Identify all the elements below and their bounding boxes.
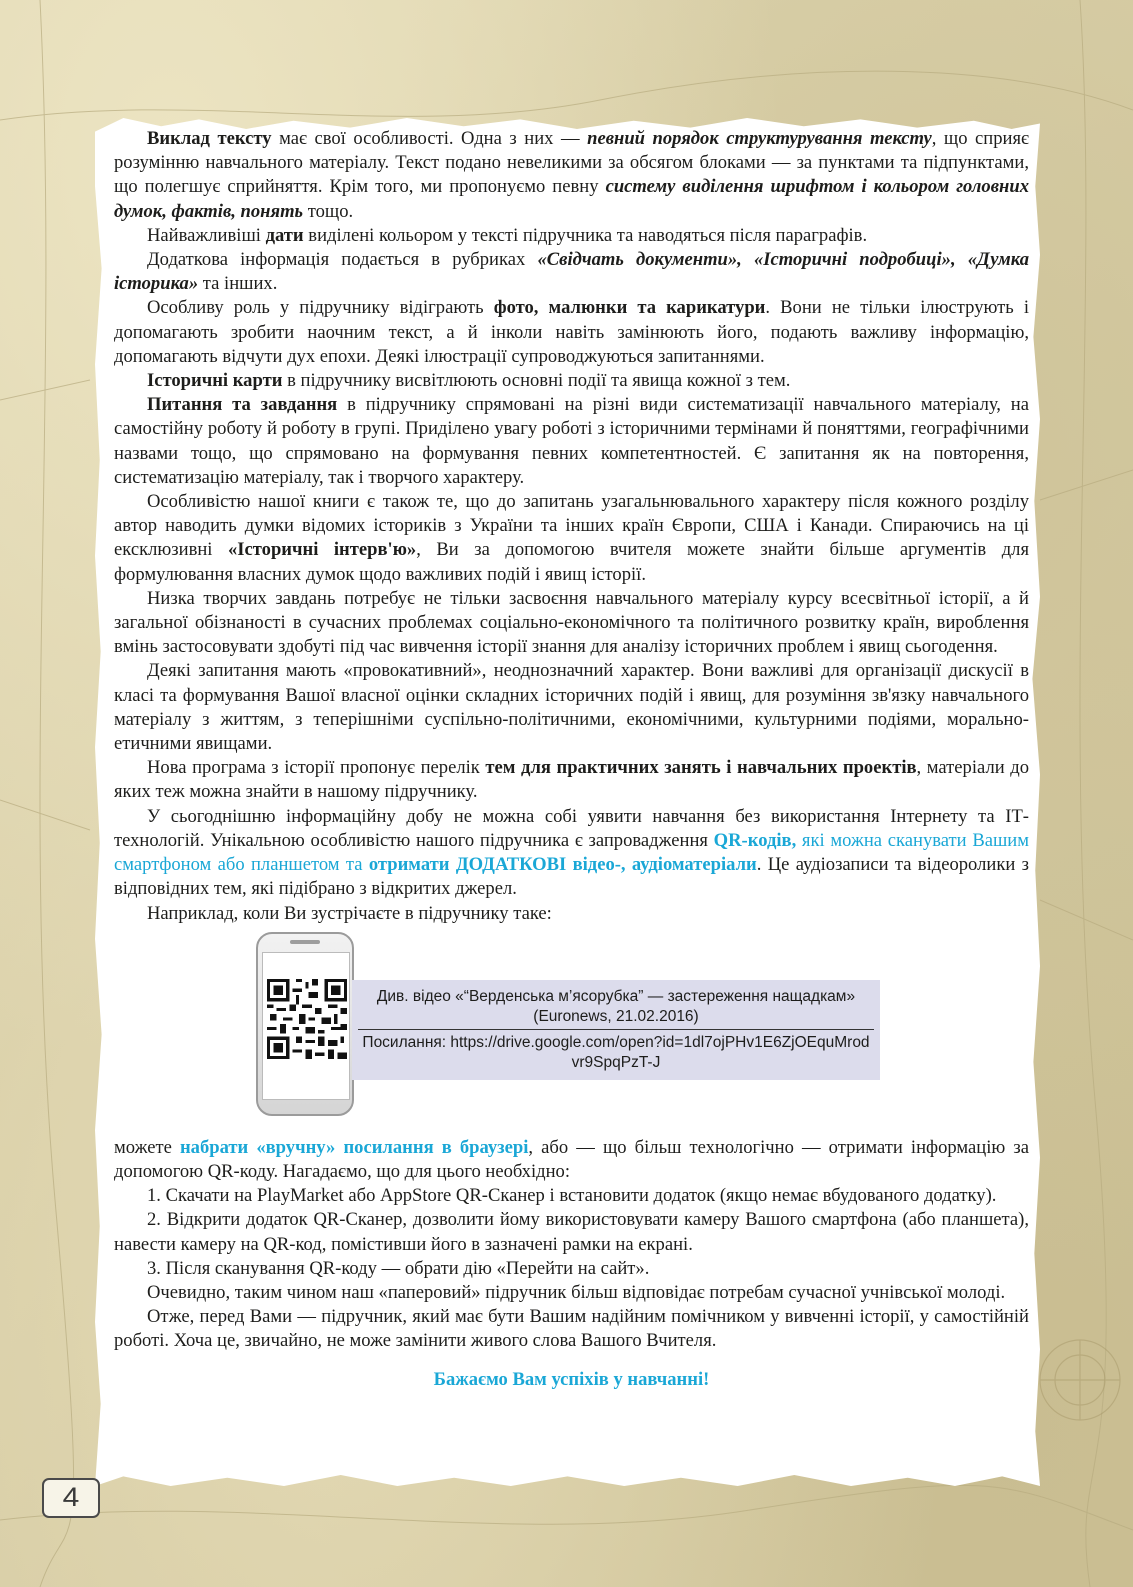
step-2: 2. Відкрити додаток QR-Сканер, дозволити йому використовувати камеру Вашого смартфона (або планшета), навести камеру на QR-код, помістивши його в зазначені рамки на екрані. [114, 1209, 1029, 1255]
paragraph-7: Особливістю нашої книги є також те, що до запитань узагальнювального характеру після кожного розділу автор наводить думки відомих істориків з України та інших країн Європи, США і Канади. Спираючись на ці ексклюзивні «Історичні інтерв'ю», Ви за допомогою вчителя можете знайти більше аргументів для формулювання власних думок щодо важливих подій і явищ історії. [114, 491, 1029, 585]
paragraph-2: Найважливіші дати виділені кольором у тексті підручника та наводяться після параграфів. [147, 224, 868, 246]
paragraph-13: можете набрати «вручну» посилання в браузері, або — що більш технологічно — отримати інформацію за допомогою QR-коду. Нагадаємо, що для цього необхідно: [114, 1136, 1029, 1182]
paragraph-12: Наприклад, коли Ви зустрічаєте в підручнику таке: [147, 902, 552, 924]
step-3: 3. Після сканування QR-коду — обрати дію «Перейти на сайт». [147, 1257, 650, 1279]
paragraph-8: Низка творчих завдань потребує не тільки засвоєння навчального матеріалу курсу всесвітньої історії, а й загальної обізнаності в сучасних проблемах соціально-економічного та політичного розвитку країн, вироблення вмінь застосовувати здобуті під час вивчення історії знання для аналізу історичних проблем і явищ сьогодення. [114, 587, 1029, 658]
page-body [114, 127, 1029, 1392]
smartphone-icon [256, 932, 354, 1116]
paragraph-14: Очевидно, таким чином наш «паперовий» підручник більш відповідає потребам сучасної учнівської молоді. [147, 1281, 1006, 1303]
paragraph-9: Деякі запитання мають «провокативний», неоднозначний характер. Вони важливі для організації дискусії в класі та формування Вашої власної оцінки складних історичних подій і явищ, для розуміння зв'язку навчального матеріалу з життям, з теперішніми суспільно-політичними, економічними, культурними подіями, морально-етичними явищами. [114, 660, 1029, 755]
link-caption[interactable]: Посилання: https://drive.google.com/open?id=1dl7ojPHv1E6ZjOEquMrodvr9SpqPzT-J [362, 1033, 870, 1071]
paragraph-4: Особливу роль у підручнику відіграють фото, малюнки та карикатури. Вони не тільки ілюструють і допомагають зробити наочним текст, а й інколи навіть замінюють його, подають важливу інформацію, допомагають відчути дух епохи. Деякі ілюстрації супроводжуються запитаннями. [114, 297, 1029, 367]
qr-example [114, 926, 1029, 1136]
paragraph-11: У сьогоднішню інформаційну добу не можна собі уявити навчання без використання Інтернету та ІТ-технологій. Унікальною особливістю нашого підручника є запровадження QR-кодів, які можна сканувати Вашим смартфоном або планшетом та отримати ДОДАТКОВІ відео-, аудіоматеріали. Це аудіозаписи та відеоролики з відповідних тем, які підібрано з відкритих джерел. [114, 805, 1030, 900]
video-caption: Див. відео «“Верденська м’ясорубка” — застереження нащадкам» (Euronews, 21.02.2016) [358, 980, 874, 1030]
qr-caption [352, 980, 880, 1080]
paragraph-15: Отже, перед Вами — підручник, який має бути Вашим надійним помічником у вивченні історії, у самостійній роботі. Хоча це, звичайно, не може замінити живого слова Вашого Вчителя. [114, 1306, 1029, 1352]
qr-code-icon[interactable] [267, 979, 347, 1059]
closing-wish: Бажаємо Вам успіхів у навчанні! [433, 1368, 710, 1390]
paragraph-10: Нова програма з історії пропонує перелік тем для практичних занять і навчальних проектів, матеріали до яких теж можна знайти в нашому підручнику. [114, 757, 1029, 803]
page-number: 4 [42, 1478, 100, 1518]
paragraph-1: Виклад тексту має свої особливості. Одна з них — певний порядок структурування тексту, що сприяє розумінню навчального матеріалу. Текст подано невеликими за обсягом блоками — за пунктами та підпунктами, що полегшує сприйняття. Крім того, ми пропонуємо певну систему виділення шрифтом і кольором головних думок, фактів, понять тощо. [114, 128, 1029, 222]
paragraph-5: Історичні карти в підручнику висвітлюють основні події та явища кожної з тем. [147, 370, 791, 392]
paragraph-6: Питання та завдання в підручнику спрямовані на різні види систематизації навчального матеріалу, на самостійну роботу й роботу в групі. Приділено увагу роботі з історичними термінами й поняттями, географічними назвами тощо, що спрямовано на формування певних компетентностей. Є запитання як на повторення, систематизацію матеріалу, так і творчого характеру. [114, 394, 1029, 488]
paragraph-3: Додаткова інформація подається в рубриках «Свідчать документи», «Історичні подробиці», «Думка історика» та інших. [114, 249, 1029, 295]
step-1: 1. Скачати на PlayMarket або AppStore QR-Сканер і встановити додаток (якщо немає вбудованого додатку). [147, 1185, 997, 1207]
